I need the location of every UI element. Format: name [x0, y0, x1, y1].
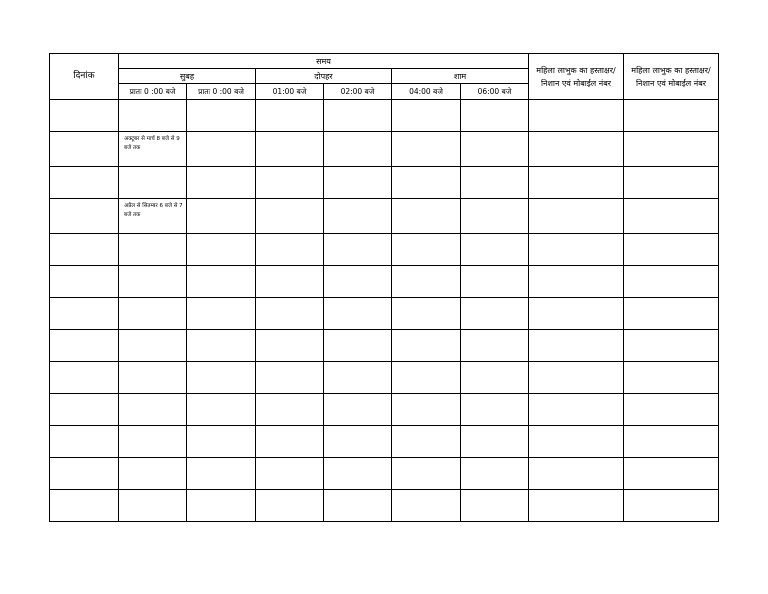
table-row: [50, 100, 719, 132]
table-cell[interactable]: [624, 132, 719, 167]
table-cell[interactable]: [50, 100, 119, 132]
table-cell[interactable]: [624, 298, 719, 330]
table-cell[interactable]: [50, 458, 119, 490]
attendance-table: [49, 53, 719, 522]
table-cell[interactable]: [119, 234, 187, 266]
table-cell[interactable]: [50, 266, 119, 298]
table-cell[interactable]: [624, 266, 719, 298]
table-cell[interactable]: [529, 330, 624, 362]
table-cell[interactable]: [256, 458, 324, 490]
table-cell[interactable]: [50, 132, 119, 167]
table-cell[interactable]: [392, 234, 461, 266]
table-row: [50, 167, 719, 199]
table-cell[interactable]: [461, 100, 529, 132]
table-cell[interactable]: [461, 458, 529, 490]
table-cell[interactable]: [187, 426, 256, 458]
table-cell[interactable]: [529, 426, 624, 458]
table-cell[interactable]: [119, 426, 187, 458]
table-cell[interactable]: [119, 330, 187, 362]
table-cell[interactable]: [50, 362, 119, 394]
table-cell[interactable]: [187, 458, 256, 490]
table-cell[interactable]: [50, 330, 119, 362]
table-cell[interactable]: [256, 100, 324, 132]
table-cell[interactable]: [119, 458, 187, 490]
table-row: [50, 458, 719, 490]
table-cell[interactable]: [529, 362, 624, 394]
table-cell[interactable]: [256, 266, 324, 298]
table-cell[interactable]: [119, 298, 187, 330]
table-cell[interactable]: [461, 266, 529, 298]
table-cell[interactable]: [624, 100, 719, 132]
table-cell[interactable]: [529, 132, 624, 167]
table-cell[interactable]: [392, 298, 461, 330]
table-cell[interactable]: [187, 167, 256, 199]
table-cell[interactable]: [187, 132, 256, 167]
table-cell[interactable]: [50, 394, 119, 426]
signature-column-header-1: महिला लाभुक का हस्ताक्षर/निशान एवं मोबाईल नंबर: [529, 54, 624, 100]
table-cell[interactable]: [324, 298, 392, 330]
slot-header-1: प्रातः 0 :00 बजे: [119, 84, 187, 100]
table-cell[interactable]: [461, 298, 529, 330]
table-cell[interactable]: [624, 490, 719, 522]
table-row: [50, 234, 719, 266]
table-cell[interactable]: [187, 490, 256, 522]
table-row: [50, 362, 719, 394]
table-cell[interactable]: [324, 330, 392, 362]
table-row: [50, 330, 719, 362]
time-column-header: समय: [119, 54, 529, 69]
table-cell[interactable]: [187, 298, 256, 330]
table-cell[interactable]: [529, 458, 624, 490]
table-cell[interactable]: [392, 394, 461, 426]
table-cell[interactable]: [392, 330, 461, 362]
slot-header-5: 04:00 बजे: [392, 84, 461, 100]
table-cell[interactable]: [392, 132, 461, 167]
table-cell[interactable]: [187, 330, 256, 362]
table-cell[interactable]: [187, 199, 256, 234]
slot-header-2: प्रातः 0 :00 बजे: [187, 84, 256, 100]
timing-note-apr-sep: अप्रैल से सितम्बर 6 बजे से 7 बजे तक: [119, 199, 187, 234]
table-cell[interactable]: [256, 199, 324, 234]
table-cell[interactable]: [50, 234, 119, 266]
table-cell[interactable]: [50, 426, 119, 458]
table-cell[interactable]: [256, 298, 324, 330]
table-cell[interactable]: [461, 234, 529, 266]
table-cell[interactable]: [529, 100, 624, 132]
table-cell[interactable]: [461, 490, 529, 522]
table-cell[interactable]: [119, 167, 187, 199]
table-cell[interactable]: [529, 199, 624, 234]
table-cell[interactable]: [119, 394, 187, 426]
table-cell[interactable]: [50, 167, 119, 199]
table-cell[interactable]: [392, 199, 461, 234]
table-cell[interactable]: [324, 167, 392, 199]
date-column-header: दिनांक: [50, 54, 119, 100]
table-row: [50, 199, 719, 234]
table-cell[interactable]: [187, 100, 256, 132]
table-cell[interactable]: [256, 234, 324, 266]
table-cell[interactable]: [50, 199, 119, 234]
table-cell[interactable]: [187, 266, 256, 298]
table-cell[interactable]: [324, 132, 392, 167]
table-cell[interactable]: [119, 362, 187, 394]
table-cell[interactable]: [461, 199, 529, 234]
table-cell[interactable]: [256, 330, 324, 362]
table-cell[interactable]: [461, 132, 529, 167]
table-cell[interactable]: [256, 132, 324, 167]
table-cell[interactable]: [50, 298, 119, 330]
table-cell[interactable]: [529, 394, 624, 426]
table-cell[interactable]: [461, 330, 529, 362]
table-cell[interactable]: [324, 266, 392, 298]
table-cell[interactable]: [256, 167, 324, 199]
table-cell[interactable]: [256, 490, 324, 522]
table-row: [50, 266, 719, 298]
slot-header-4: 02:00 बजे: [324, 84, 392, 100]
table-cell[interactable]: [461, 362, 529, 394]
slot-header-3: 01:00 बजे: [256, 84, 324, 100]
table-cell[interactable]: [624, 234, 719, 266]
table-cell[interactable]: [324, 394, 392, 426]
table-cell[interactable]: [624, 199, 719, 234]
table-cell[interactable]: [392, 362, 461, 394]
table-cell[interactable]: [119, 266, 187, 298]
table-cell[interactable]: [324, 490, 392, 522]
table-row: [50, 426, 719, 458]
table-cell[interactable]: [624, 362, 719, 394]
table-cell[interactable]: [529, 298, 624, 330]
slot-header-6: 06:00 बजे: [461, 84, 529, 100]
table-cell[interactable]: [392, 458, 461, 490]
table-cell[interactable]: [529, 167, 624, 199]
table-cell[interactable]: [461, 167, 529, 199]
table-cell[interactable]: [624, 330, 719, 362]
period-morning-header: सुबह: [119, 69, 256, 84]
table-cell[interactable]: [624, 426, 719, 458]
table-cell[interactable]: [529, 234, 624, 266]
table-cell[interactable]: [461, 394, 529, 426]
table-cell[interactable]: [624, 458, 719, 490]
table-cell[interactable]: [324, 199, 392, 234]
table-cell[interactable]: [392, 100, 461, 132]
table-cell[interactable]: [187, 394, 256, 426]
period-afternoon-header: दोपहर: [256, 69, 392, 84]
table-cell[interactable]: [256, 394, 324, 426]
table-cell[interactable]: [187, 234, 256, 266]
table-row: [50, 394, 719, 426]
table-cell[interactable]: [529, 266, 624, 298]
table-cell[interactable]: [392, 167, 461, 199]
table-row: [50, 490, 719, 522]
table-cell[interactable]: [256, 362, 324, 394]
table-body: [50, 100, 719, 522]
table-cell[interactable]: [624, 394, 719, 426]
timing-note-oct-mar: अक्टूबर से मार्च 8 बजे से 9 बजे तक: [119, 132, 187, 167]
table-cell[interactable]: [324, 458, 392, 490]
table-row: [50, 298, 719, 330]
table-cell[interactable]: [324, 362, 392, 394]
table-cell[interactable]: [324, 234, 392, 266]
table-cell[interactable]: [392, 426, 461, 458]
table-cell[interactable]: [119, 100, 187, 132]
table-row: [50, 132, 719, 167]
table-cell[interactable]: [392, 490, 461, 522]
table-cell[interactable]: [461, 426, 529, 458]
table-cell[interactable]: [529, 490, 624, 522]
table-cell[interactable]: [187, 362, 256, 394]
table-cell[interactable]: [119, 490, 187, 522]
table-cell[interactable]: [624, 167, 719, 199]
table-cell[interactable]: [392, 266, 461, 298]
table-cell[interactable]: [324, 426, 392, 458]
signature-column-header-2: महिला लाभुक का हस्ताक्षर/निशान एवं मोबाईल नंबर: [624, 54, 719, 100]
table-cell[interactable]: [256, 426, 324, 458]
table-cell[interactable]: [50, 490, 119, 522]
table-cell[interactable]: [324, 100, 392, 132]
period-evening-header: शाम: [392, 69, 529, 84]
